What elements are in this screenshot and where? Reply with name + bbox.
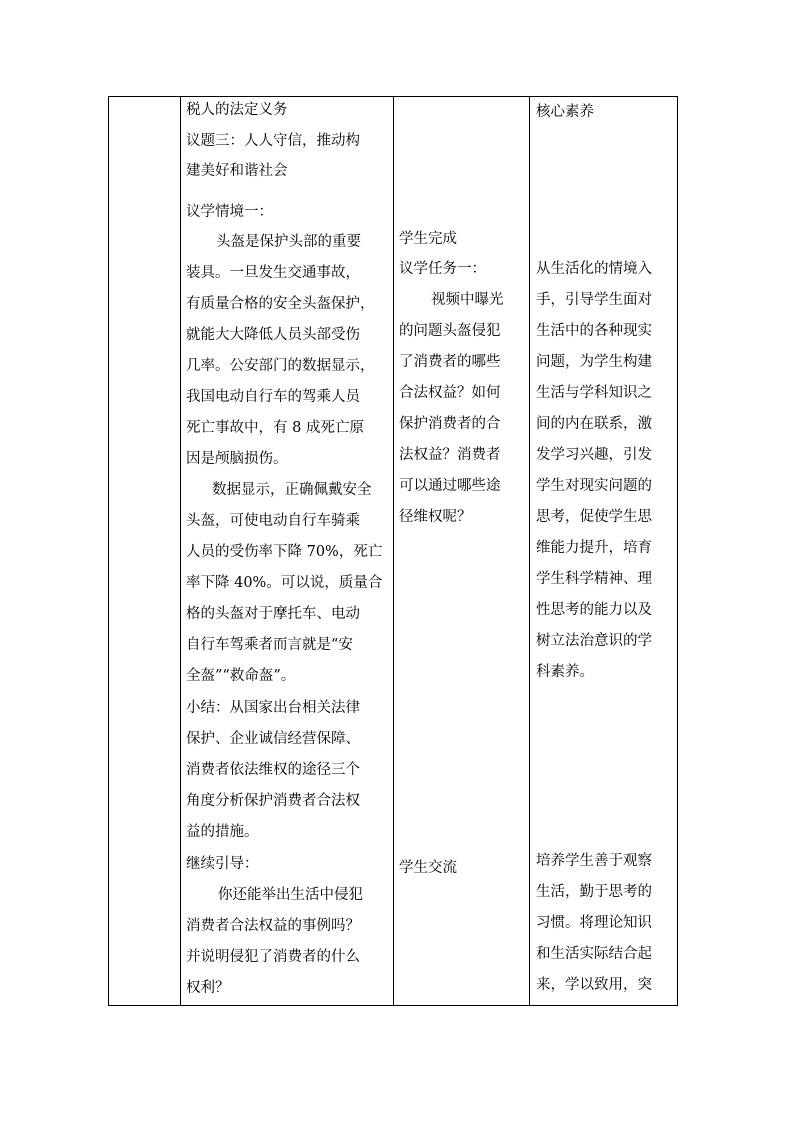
content-line: 死亡事故中，有 8 成死亡原 — [186, 420, 364, 436]
task-line: 的问题头盔侵犯 — [399, 323, 501, 339]
intent-line: 来，学以致用，突 — [536, 977, 652, 993]
content-line: 议题三：人人守信，推动构 — [186, 133, 360, 149]
intent-line: 培养学生善于观察 — [536, 853, 652, 869]
intent-line: 间的内在联系，激 — [536, 416, 652, 432]
intent-line: 问题，为学生构建 — [536, 354, 652, 370]
intent-line: 生活中的各种现实 — [536, 323, 652, 339]
guide-title: 继续引导： — [186, 856, 259, 872]
content-line: 人员的受伤率下降 70%，死亡 — [186, 544, 383, 560]
summary-line: 消费者依法维权的途径三个 — [186, 762, 360, 778]
content-line: 率下降 40%。可以说，质量合 — [186, 575, 383, 591]
summary-line: 保护、企业诚信经营保障、 — [186, 731, 360, 747]
guide-line: 权利？ — [186, 980, 230, 996]
task-line: 径维权呢？ — [399, 509, 472, 525]
guide-line: 并说明侵犯了消费者的什么 — [186, 949, 360, 965]
task-line: 合法权益？如何 — [399, 385, 501, 401]
activity-complete: 学生完成 — [399, 231, 457, 247]
content-line: 税人的法定义务 — [186, 102, 288, 118]
intent-line: 习惯。将理论知识 — [536, 915, 652, 931]
task-line: 保护消费者的合 — [399, 416, 501, 432]
content-line: 就能大大降低人员头部受伤 — [186, 327, 360, 343]
task-line: 视频中曝光 — [431, 292, 504, 308]
content-line: 头盔，可使电动自行车骑乘 — [186, 513, 360, 529]
content-cell — [186, 96, 391, 1006]
content-line: 格的头盔对于摩托车、电动 — [186, 606, 360, 622]
guide-line: 消费者合法权益的事例吗？ — [186, 918, 360, 934]
content-line: 因是颅脑损伤。 — [186, 451, 288, 467]
core-literacy-title: 核心素养 — [536, 104, 594, 120]
intent-line: 和生活实际结合起 — [536, 946, 652, 962]
intent-line: 生活，勤于思考的 — [536, 884, 652, 900]
task-line: 法权益？消费者 — [399, 447, 501, 463]
summary-line: 小结：从国家出台相关法律 — [186, 700, 360, 716]
intent-line: 学生科学精神、理 — [536, 571, 652, 587]
guide-line: 你还能举出生活中侵犯 — [218, 887, 363, 903]
intent-line: 从生活化的情境入 — [536, 261, 652, 277]
intent-line: 树立法治意识的学 — [536, 633, 652, 649]
content-line: 几率。公安部门的数据显示， — [186, 358, 375, 374]
task-line: 可以通过哪些途 — [399, 478, 501, 494]
content-line: 全盔”“救命盔”。 — [186, 668, 296, 684]
intent-line: 手，引导学生面对 — [536, 292, 652, 308]
content-line: 数据显示，正确佩戴安全 — [212, 482, 372, 498]
column-topic — [108, 96, 181, 1006]
content-line: 头盔是保护头部的重要 — [216, 234, 361, 250]
content-line: 自行车驾乘者而言就是“安 — [186, 637, 353, 653]
activity-exchange: 学生交流 — [399, 860, 457, 876]
intent-line: 维能力提升，培育 — [536, 540, 652, 556]
content-line: 我国电动自行车的驾乘人员 — [186, 389, 360, 405]
intent-line: 性思考的能力以及 — [536, 602, 652, 618]
content-line: 装具。一旦发生交通事故， — [186, 265, 360, 281]
task-title: 议学任务一： — [399, 261, 486, 277]
intent-line: 思考，促使学生思 — [536, 509, 652, 525]
content-line: 建美好和谐社会 — [186, 163, 288, 179]
situation-title: 议学情境一： — [186, 204, 273, 220]
summary-line: 益的措施。 — [186, 824, 259, 840]
content-line: 有质量合格的安全头盔保护， — [186, 296, 375, 312]
intent-line: 科素养。 — [536, 664, 594, 680]
intent-cell — [536, 96, 676, 1006]
intent-line: 发学习兴趣，引发 — [536, 447, 652, 463]
activity-cell — [399, 96, 527, 1006]
intent-line: 学生对现实问题的 — [536, 478, 652, 494]
intent-line: 生活与学科知识之 — [536, 385, 652, 401]
summary-line: 角度分析保护消费者合法权 — [186, 793, 360, 809]
task-line: 了消费者的哪些 — [399, 354, 501, 370]
